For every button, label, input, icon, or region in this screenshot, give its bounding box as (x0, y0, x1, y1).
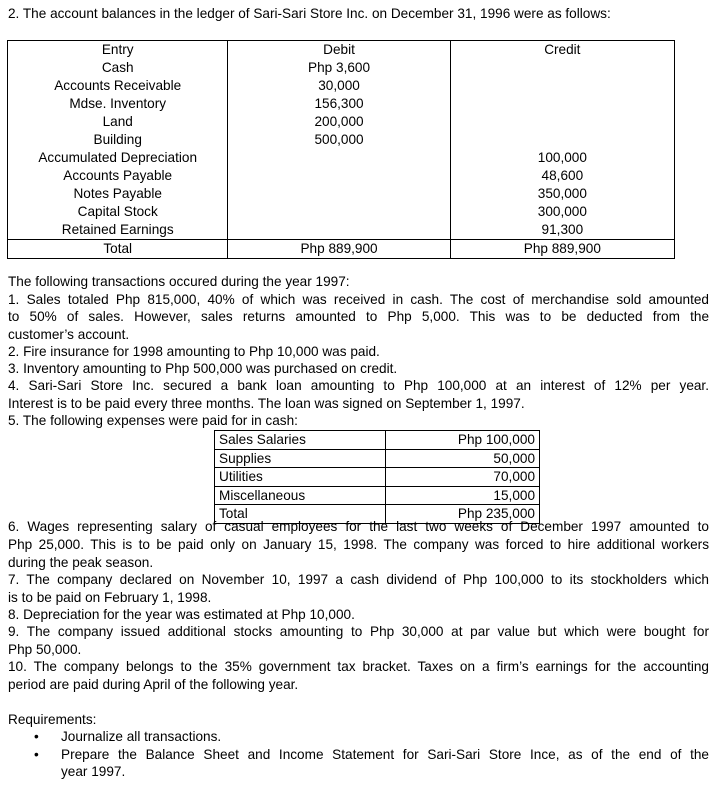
transaction-6-line-2: Php 25,000. This is to be paid only on January 15, 1998. The company was forced to hire additional workers (8, 537, 709, 552)
expense-amount: 70,000 (386, 468, 540, 487)
ledger-entry: Land (102, 114, 133, 129)
ledger-total-debit: Php 889,900 (228, 240, 450, 259)
expense-row (215, 468, 540, 487)
transaction-7-line-1: 7. The company declared on November 10, 1997 a cash dividend of Php 100,000 to its stockholders which (8, 572, 709, 587)
ledger-entry: Accumulated Depreciation (38, 150, 198, 165)
transaction-2: 2. Fire insurance for 1998 amounting to Php 10,000 was paid. (8, 344, 380, 359)
transaction-4-line-1: 4. Sari-Sari Store Inc. secured a bank loan amounting to Php 100,000 at an interest of 12% per year. (8, 378, 709, 393)
transaction-1-line-1: 1. Sales totaled Php 815,000, 40% of which was received in cash. The cost of merchandise sold amounted (8, 292, 709, 307)
transaction-9-line-2: Php 50,000. (8, 642, 82, 657)
expense-row (215, 431, 540, 450)
transaction-1-line-3: customer’s account. (8, 327, 130, 342)
ledger-credit: 91,300 (541, 222, 584, 237)
expense-label: Utilities (215, 468, 386, 487)
expense-total-label: Total (215, 505, 386, 524)
ledger-entry: Accounts Receivable (54, 78, 182, 93)
transaction-10-line-1: 10. The company belongs to the 35% government tax bracket. Taxes on a firm’s earnings for the accounting (8, 659, 709, 674)
requirement-2-line-2: year 1997. (61, 764, 126, 779)
ledger-entry: Accounts Payable (63, 168, 173, 183)
expense-row (215, 449, 540, 468)
ledger-table (7, 40, 675, 259)
requirement-2-line-1: Prepare the Balance Sheet and Income Statement for Sari-Sari Store Ince, as of the end of the (61, 747, 709, 762)
ledger-total-label: Total (8, 240, 228, 259)
ledger-entry-column (8, 41, 228, 240)
expenses-table (214, 430, 540, 524)
ledger-credit-spacer (451, 59, 674, 149)
transaction-6-line-3: during the peak season. (8, 555, 154, 570)
ledger-entry: Building (93, 132, 142, 147)
ledger-header-debit: Debit (323, 42, 355, 57)
intro-text: 2. The account balances in the ledger of Sari-Sari Store Inc. on December 31, 1996 were as follows: (8, 6, 611, 21)
ledger-debit: 30,000 (318, 78, 360, 93)
expense-amount: 50,000 (386, 449, 540, 468)
ledger-debit: Php 3,600 (308, 60, 371, 75)
expense-total-amount: Php 235,000 (386, 505, 540, 524)
ledger-total-row (8, 240, 675, 259)
ledger-body (8, 41, 675, 240)
ledger-credit: 100,000 (537, 150, 587, 165)
transaction-4-line-2: Interest is to be paid every three months. The loan was signed on September 1, 1997. (8, 396, 525, 411)
ledger-entry: Notes Payable (73, 186, 162, 201)
ledger-credit: 350,000 (537, 186, 587, 201)
ledger-entry: Mdse. Inventory (69, 96, 167, 111)
bullet-icon: • (34, 747, 39, 762)
ledger-header-entry: Entry (101, 42, 134, 57)
ledger-entry: Retained Earnings (61, 222, 174, 237)
transaction-10-line-2: period are paid during April of the following year. (8, 677, 299, 692)
requirement-1: Journalize all transactions. (61, 729, 222, 744)
ledger-entry: Capital Stock (77, 204, 158, 219)
bullet-icon: • (34, 729, 39, 744)
ledger-debit-column (228, 41, 450, 240)
transaction-3: 3. Inventory amounting to Php 500,000 was purchased on credit. (8, 361, 398, 376)
transactions-intro: The following transactions occured during the year 1997: (8, 274, 350, 289)
transaction-7-line-2: is to be paid on February 1, 1998. (8, 590, 212, 605)
ledger-debit: 500,000 (314, 132, 364, 147)
ledger-debit: 156,300 (314, 96, 364, 111)
transaction-9-line-1: 9. The company issued additional stocks amounting to Php 30,000 at par value but which were bought for (8, 624, 709, 639)
ledger-credit-column (450, 41, 674, 240)
expense-amount: Php 100,000 (386, 431, 540, 450)
expense-amount: 15,000 (386, 486, 540, 505)
expense-label: Supplies (215, 449, 386, 468)
requirements-title: Requirements: (8, 712, 97, 727)
expense-label: Sales Salaries (215, 431, 386, 450)
ledger-total-credit: Php 889,900 (450, 240, 674, 259)
transaction-8: 8. Depreciation for the year was estimated at Php 10,000. (8, 607, 355, 622)
expense-label: Miscellaneous (215, 486, 386, 505)
transaction-6-line-1: 6. Wages representing salary of casual employees for the last two weeks of December 1997 amounted to (8, 519, 709, 534)
transaction-5: 5. The following expenses were paid for in cash: (8, 413, 298, 428)
ledger-debit: 200,000 (314, 114, 364, 129)
expense-row (215, 486, 540, 505)
transaction-1-line-2: to 50% of sales. However, sales returns amounted to Php 5,000. This was to be deducted from the (8, 309, 709, 324)
ledger-entry: Cash (101, 60, 134, 75)
ledger-header-credit: Credit (544, 42, 581, 57)
ledger-credit: 48,600 (541, 168, 584, 183)
ledger-credit: 300,000 (537, 204, 587, 219)
